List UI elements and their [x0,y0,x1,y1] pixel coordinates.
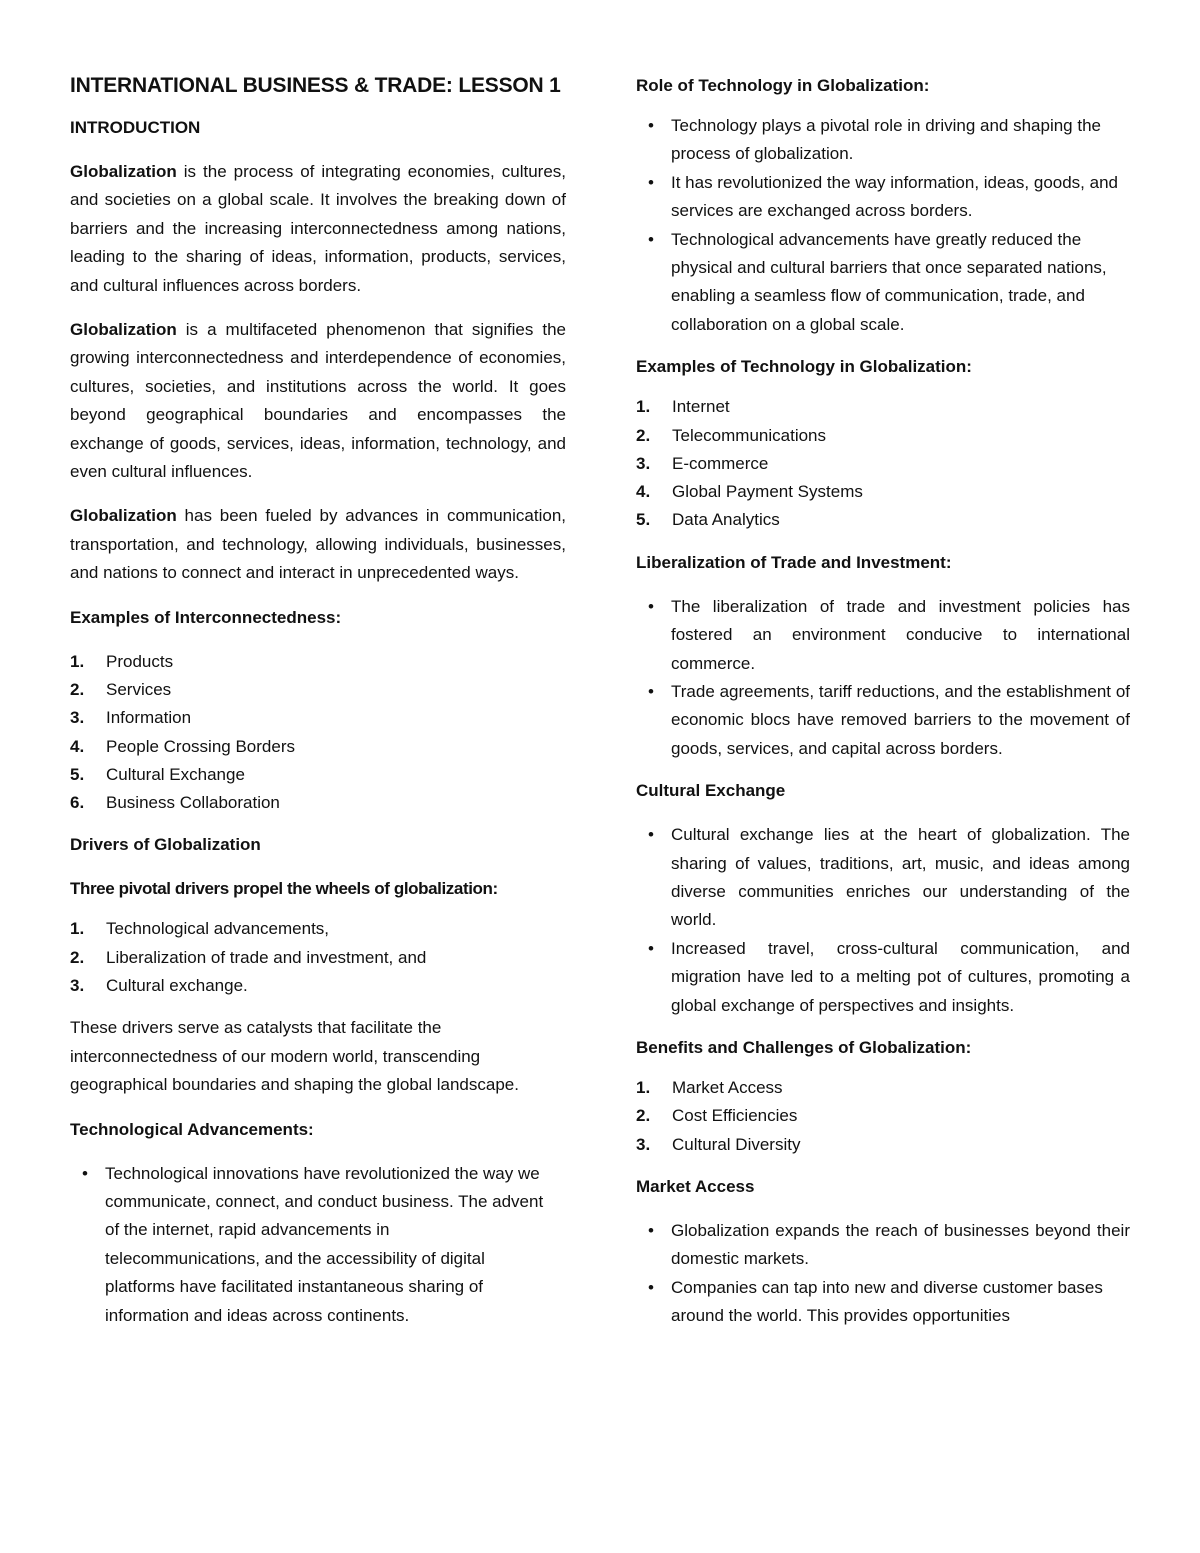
intro-paragraph-1 [70,158,566,300]
list-number: 4. [636,482,651,502]
document-title: INTERNATIONAL BUSINESS & TRADE: LESSON 1 [70,74,561,97]
bullet-icon: • [648,172,654,192]
list-item [70,789,566,817]
paragraph-text: has been fueled by advances in communication, transportation, and technology, allowing individuals, businesses, and nations to connect and interact in unprecedented ways. [70,506,566,583]
market-access-heading: Market Access [636,1176,755,1196]
liberalization-heading: Liberalization of Trade and Investment: [636,552,952,572]
tech-advancements-heading: Technological Advancements: [70,1119,314,1139]
list-item [636,393,1130,421]
list-number: 5. [70,764,85,784]
list-item [70,944,566,972]
list-text: Cultural exchange. [106,976,248,996]
cultural-exchange-heading: Cultural Exchange [636,781,786,801]
term-globalization: Globalization [70,162,177,181]
list-text: People Crossing Borders [106,736,295,756]
list-text: Global Payment Systems [672,482,863,502]
list-text: Data Analytics [672,510,780,530]
list-text: Cultural exchange lies at the heart of globalization. The sharing of values, traditions, art, music, and ideas among diverse communities enriches our understanding of the world. [671,825,1130,930]
benefits-heading: Benefits and Challenges of Globalization: [636,1038,972,1058]
list-text: It has revolutionized the way information, ideas, goods, and services are exchanged across borders. [671,172,1118,221]
bullet-icon: • [648,825,654,845]
introduction-heading: INTRODUCTION [70,118,201,137]
list-item [70,915,566,943]
list-text: Business Collaboration [106,793,280,813]
list-text: E-commerce [672,453,769,473]
intro-paragraph-3 [70,502,566,587]
list-number: 4. [70,736,85,756]
list-item [70,972,566,1000]
list-text: Services [106,679,172,699]
liberalization-list [636,593,1130,763]
list-number: 3. [636,453,651,473]
bullet-icon: • [648,116,654,135]
list-item [70,676,566,704]
list-item [636,226,1122,340]
market-access-list [636,1217,1130,1331]
drivers-list [70,915,566,1000]
list-text: Companies can tap into new and diverse customer bases around the world. This provides opportunities [671,1277,1103,1326]
list-number: 2. [636,425,651,445]
list-text: Cost Efficiencies [672,1106,798,1126]
list-item [70,704,566,732]
bullet-icon: • [648,596,654,616]
paragraph-text: is a multifaceted phenomenon that signifies the growing interconnectedness and interdependence of economies, cultures, societies, and institutions across the world. It goes beyond geographical boundaries and encompasses the exchange of goods, services, ideas, information, technology, and even cultural influences. [70,320,566,482]
list-text: Technological advancements have greatly reduced the physical and cultural barriers that once separated nations, enabling a seamless flow of communication, trade, and collaboration on a global scale. [671,229,1107,334]
list-text: The liberalization of trade and investment policies has fostered an environment conducive to international commerce. [671,596,1130,673]
list-text: Telecommunications [672,425,827,445]
list-number: 3. [636,1134,651,1154]
list-item [636,593,1130,678]
list-item [636,450,1130,478]
examples-heading: Examples of Interconnectedness: [70,607,342,627]
bullet-icon: • [82,1163,88,1183]
list-number: 3. [70,708,85,728]
paragraph-text: is the process of integrating economies, cultures, and societies on a global scale. It involves the breaking down of barriers and the increasing interconnectedness among nations, leading to the sharing of ideas, information, products, services, and cultural influences across borders. [70,162,566,295]
list-number: 1. [636,1078,651,1098]
list-item [70,648,566,676]
bullet-icon: • [648,1220,654,1240]
tech-examples-list [636,393,1130,534]
list-item [636,169,1122,226]
list-text: Trade agreements, tariff reductions, and the establishment of economic blocs have removed barriers to the movement of goods, services, and capital across borders. [671,681,1130,758]
term-globalization: Globalization [70,320,177,340]
list-item [636,1274,1130,1331]
list-item [70,761,566,789]
list-item [636,112,1122,169]
list-item [636,422,1130,450]
tech-advancements-list [70,1160,566,1330]
list-item [636,1217,1130,1274]
list-item [636,1131,1130,1159]
intro-paragraph-2 [70,316,566,486]
list-item [636,935,1130,1020]
list-number: 2. [70,679,85,699]
list-item [636,678,1130,763]
list-text: Increased travel, cross-cultural communication, and migration have led to a melting pot of cultures, promoting a global exchange of perspectives and insights. [671,938,1130,1015]
list-item [636,506,1130,534]
benefits-list [636,1074,1130,1159]
list-item [636,478,1130,506]
drivers-heading: Drivers of Globalization [70,835,261,855]
list-number: 2. [70,947,85,967]
list-number: 2. [636,1106,651,1126]
list-number: 6. [70,793,85,813]
list-text: Technological advancements, [106,919,330,939]
list-item [636,1102,1130,1130]
list-text: Products [106,651,174,671]
role-of-technology-list [636,112,1130,339]
tech-examples-heading: Examples of Technology in Globalization: [636,357,972,377]
list-item [636,821,1130,935]
list-text: Internet [672,397,730,417]
list-text: Technological innovations have revolutionized the way we communicate, connect, and conduct business. The advent of the internet, rapid advancements in telecommunications, and the accessibility of digital platforms have facilitated instantaneous sharing of information and ideas across continents. [105,1163,544,1325]
term-globalization: Globalization [70,506,177,526]
list-text: Globalization expands the reach of businesses beyond their domestic markets. [671,1220,1130,1269]
list-text: Liberalization of trade and investment, and [106,947,427,967]
bullet-icon: • [648,229,654,249]
list-number: 3. [70,976,85,996]
list-item [70,733,566,761]
bullet-icon: • [648,938,654,958]
list-item [636,1074,1130,1102]
list-number: 1. [636,397,651,417]
list-number: 5. [636,510,651,530]
left-column [70,72,566,1344]
list-item [70,1160,548,1330]
list-text: Market Access [672,1078,783,1098]
cultural-exchange-list [636,821,1130,1020]
list-number: 1. [70,919,85,939]
drivers-subheading: Three pivotal drivers propel the wheels of globalization: [70,879,498,899]
right-column [636,72,1130,1345]
list-text: Cultural Exchange [106,764,245,784]
list-number: 1. [70,651,85,671]
examples-list [70,648,566,818]
bullet-icon: • [648,1277,654,1297]
bullet-icon: • [648,681,654,701]
role-of-technology-heading: Role of Technology in Globalization: [636,76,930,95]
list-text: Information [106,708,192,728]
drivers-paragraph: These drivers serve as catalysts that facilitate the interconnectedness of our modern world, transcending geographical boundaries and shaping the global landscape. [70,1018,519,1095]
list-text: Technology plays a pivotal role in driving and shaping the process of globalization. [671,116,1101,164]
list-text: Cultural Diversity [672,1134,801,1154]
